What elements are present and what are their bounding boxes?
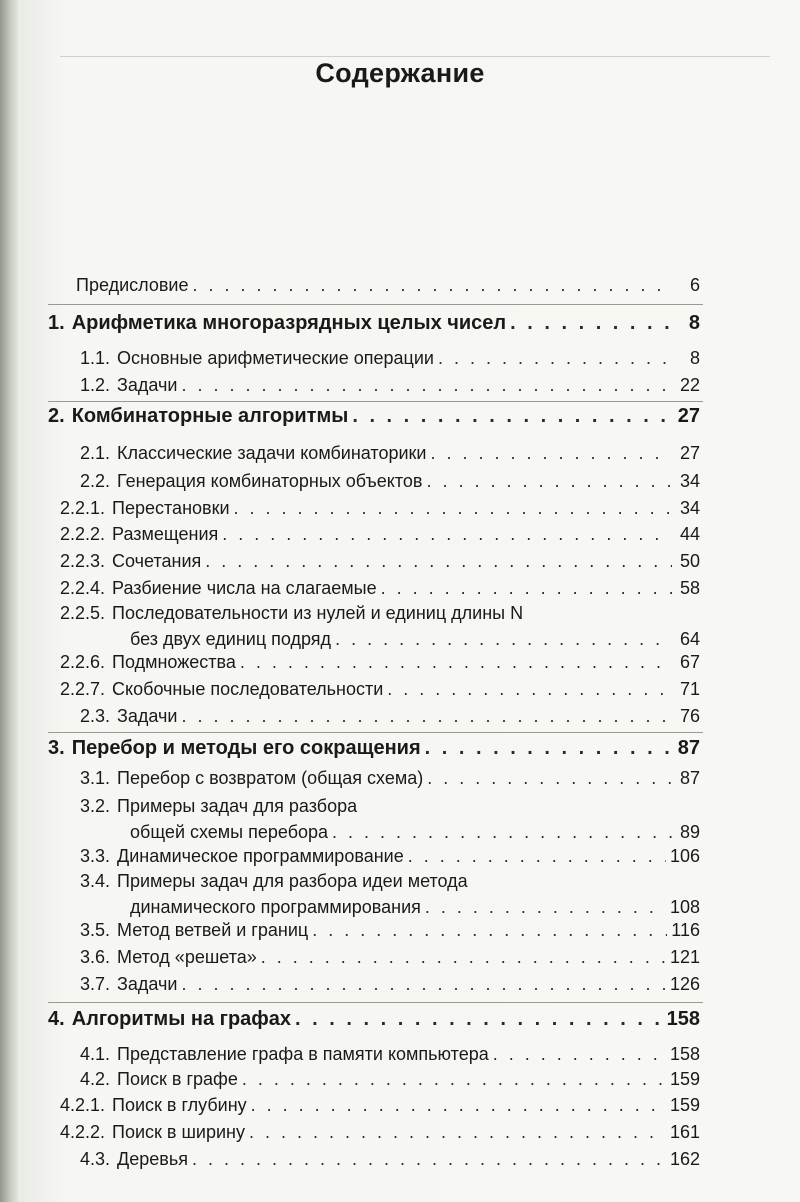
- toc-entry-title: Динамическое программирование: [117, 846, 404, 866]
- toc-entry-number: 2.2.7.: [60, 679, 106, 699]
- toc-entry: [0, 401, 800, 431]
- toc-entry-page: 158: [666, 1008, 700, 1030]
- toc-entry-title: Задачи: [117, 706, 178, 726]
- toc-entry-title: Перебор и методы его сокращения: [71, 737, 421, 759]
- running-head-rule: [60, 38, 770, 57]
- dot-leader: [251, 1090, 666, 1120]
- toc-entry-number: 3.6.: [80, 947, 111, 967]
- toc-entry-number: 3.: [48, 737, 65, 759]
- toc-entry-title: Генерация комбинаторных объектов: [117, 471, 423, 491]
- toc-entry-page: 22: [679, 375, 700, 395]
- toc-entry-page: 50: [679, 551, 700, 571]
- dot-leader: [222, 519, 672, 549]
- toc-entry: [0, 733, 800, 763]
- toc-entry: [0, 841, 800, 871]
- toc-entry-title: Поиск в ширину: [112, 1122, 245, 1142]
- toc-entry-title: Задачи: [117, 974, 178, 994]
- section-divider: [48, 1002, 703, 1003]
- toc-entry: [0, 546, 800, 576]
- dot-leader: [510, 308, 672, 338]
- dot-leader: [387, 674, 672, 704]
- toc-entry-title: Разбиение числа на слагаемые: [112, 578, 377, 598]
- toc-entry-number: 3.7.: [80, 974, 111, 994]
- toc-entry-number: 1.: [48, 312, 65, 334]
- toc-entry-title: Деревья: [117, 1149, 188, 1169]
- toc-entry-number: 3.2.: [80, 796, 111, 816]
- toc-entry-page: 158: [669, 1044, 700, 1064]
- toc-entry: [0, 942, 800, 972]
- toc-entry-title: Задачи: [117, 375, 178, 395]
- dot-leader: [192, 270, 672, 300]
- toc-entry-number: 1.1.: [80, 348, 111, 368]
- toc-entry-number: 2.: [48, 405, 65, 427]
- toc-entry-page: 34: [679, 471, 700, 491]
- dot-leader: [295, 1004, 663, 1034]
- toc-entry-page: 89: [679, 822, 700, 842]
- toc-entry-title: Перебор с возвратом (общая схема): [117, 768, 424, 788]
- toc-entry: [0, 647, 800, 677]
- toc-entry-page: 121: [669, 947, 700, 967]
- toc-entry-page: 6: [689, 275, 700, 295]
- toc-entry-number: 4.1.: [80, 1044, 111, 1064]
- toc-entry-page: 67: [679, 652, 700, 672]
- toc-entry: [0, 270, 800, 300]
- toc-entry: [0, 600, 800, 649]
- toc-entry-page: 8: [689, 348, 700, 368]
- toc-entry-title: Комбинаторные алгоритмы: [71, 405, 349, 427]
- toc-entry: [0, 573, 800, 603]
- toc-entry-page: 71: [679, 679, 700, 699]
- toc-entry-page: 64: [679, 629, 700, 649]
- toc-entry-page: 8: [688, 312, 700, 334]
- toc-entry-title: Скобочные последовательности: [112, 679, 384, 699]
- toc-entry: [0, 969, 800, 999]
- section-divider: [48, 304, 703, 305]
- toc-entry-page: 161: [669, 1122, 700, 1142]
- toc-entry-title: Метод ветвей и границ: [117, 920, 309, 940]
- toc-entry: [0, 343, 800, 373]
- dot-leader: [408, 841, 666, 871]
- toc-entry-page: 162: [669, 1149, 700, 1169]
- toc-entry-page: 27: [677, 405, 700, 427]
- toc-entry: [0, 674, 800, 704]
- toc-entry-title: Поиск в графе: [117, 1069, 238, 1089]
- toc-entry-number: 2.1.: [80, 443, 111, 463]
- toc-entry-title: Размещения: [112, 524, 219, 544]
- toc-entry-page: 27: [679, 443, 700, 463]
- toc-entry-number: 2.2.6.: [60, 652, 106, 672]
- toc-entry-number: 3.5.: [80, 920, 111, 940]
- toc-entry-title-continued: динамического программирования: [130, 897, 421, 917]
- toc-entry: [0, 701, 800, 731]
- toc-entry-page: 106: [669, 846, 700, 866]
- dot-leader: [312, 915, 667, 945]
- dot-leader: [181, 969, 665, 999]
- toc-entry: [0, 519, 800, 549]
- toc-entry-number: 2.3.: [80, 706, 111, 726]
- toc-entry-title: Предисловие: [76, 275, 189, 295]
- toc-entry-title: Поиск в глубину: [112, 1095, 247, 1115]
- toc-entry-page: 34: [679, 498, 700, 518]
- dot-leader: [430, 438, 672, 468]
- toc-entry-number: 2.2.5.: [60, 603, 106, 623]
- toc-entry: [0, 466, 800, 496]
- dot-leader: [438, 343, 672, 373]
- toc-entry-title: Подмножества: [112, 652, 236, 672]
- toc-entry-page: 159: [669, 1095, 700, 1115]
- toc-entry: [0, 370, 800, 400]
- toc-entry-title: Последовательности из нулей и единиц длины N: [112, 603, 524, 623]
- toc-entry-title: Примеры задач для разбора идеи метода: [117, 871, 468, 891]
- toc-entry-title: Метод «решета»: [117, 947, 257, 967]
- toc-entry-number: 4.: [48, 1008, 65, 1030]
- toc-entry: [0, 438, 800, 468]
- toc-entry-number: 4.2.2.: [60, 1122, 106, 1142]
- toc-entry-number: 3.1.: [80, 768, 111, 788]
- toc-entry: [0, 1117, 800, 1147]
- dot-leader: [192, 1144, 666, 1174]
- toc-entry: [0, 1144, 800, 1174]
- toc-entry-number: 1.2.: [80, 375, 111, 395]
- dot-leader: [181, 701, 672, 731]
- toc-entry-title: Примеры задач для разбора: [117, 796, 358, 816]
- toc-entry-title: Представление графа в памяти компьютера: [117, 1044, 489, 1064]
- dot-leader: [352, 401, 672, 431]
- toc-entry: [0, 1004, 800, 1034]
- toc-entry-page: 159: [669, 1069, 700, 1089]
- toc-entry-page: 87: [679, 768, 700, 788]
- toc-entry-page: 87: [677, 737, 700, 759]
- toc-entry-number: 4.2.1.: [60, 1095, 106, 1115]
- toc-entry-page: 108: [669, 897, 700, 917]
- dot-leader: [427, 763, 672, 793]
- toc-entry-page: 58: [679, 578, 700, 598]
- toc-entry-title-continued: общей схемы перебора: [130, 822, 329, 842]
- toc-entry-title: Арифметика многоразрядных целых чисел: [71, 312, 507, 334]
- page-title: Содержание: [315, 58, 485, 88]
- dot-leader: [426, 466, 672, 496]
- dot-leader: [240, 647, 672, 677]
- dot-leader: [425, 733, 672, 763]
- toc-entry-number: 2.2.4.: [60, 578, 106, 598]
- toc-entry: [0, 793, 800, 842]
- toc-entry-number: 2.2.3.: [60, 551, 106, 571]
- toc-entry-number: 2.2.1.: [60, 498, 106, 518]
- dot-leader: [249, 1117, 666, 1147]
- toc-entry-page: 116: [671, 920, 700, 940]
- toc-entry-number: 4.2.: [80, 1069, 111, 1089]
- toc-entry-page: 76: [679, 706, 700, 726]
- toc-entry-page: 44: [679, 524, 700, 544]
- toc-entry-page: 126: [669, 974, 700, 994]
- dot-leader: [181, 370, 672, 400]
- toc-entry-title: Алгоритмы на графах: [71, 1008, 292, 1030]
- toc-entry-number: 4.3.: [80, 1149, 111, 1169]
- toc-entry: [0, 763, 800, 793]
- toc-entry-title-continued: без двух единиц подряд: [130, 629, 332, 649]
- toc-entry-title: Классические задачи комбинаторики: [117, 443, 427, 463]
- dot-leader: [381, 573, 672, 603]
- toc-entry-title: Сочетания: [112, 551, 202, 571]
- toc-entry-number: 3.4.: [80, 871, 111, 891]
- toc-entry-title: Перестановки: [112, 498, 230, 518]
- toc-entry: [0, 868, 800, 917]
- toc-entry-number: 2.2.: [80, 471, 111, 491]
- dot-leader: [261, 942, 666, 972]
- toc-entry: [0, 915, 800, 945]
- toc-entry-number: 3.3.: [80, 846, 111, 866]
- toc-entry-number: 2.2.2.: [60, 524, 106, 544]
- toc-entry: [0, 308, 800, 338]
- toc-entry-title: Основные арифметические операции: [117, 348, 434, 368]
- dot-leader: [205, 546, 672, 576]
- toc-entry: [0, 1090, 800, 1120]
